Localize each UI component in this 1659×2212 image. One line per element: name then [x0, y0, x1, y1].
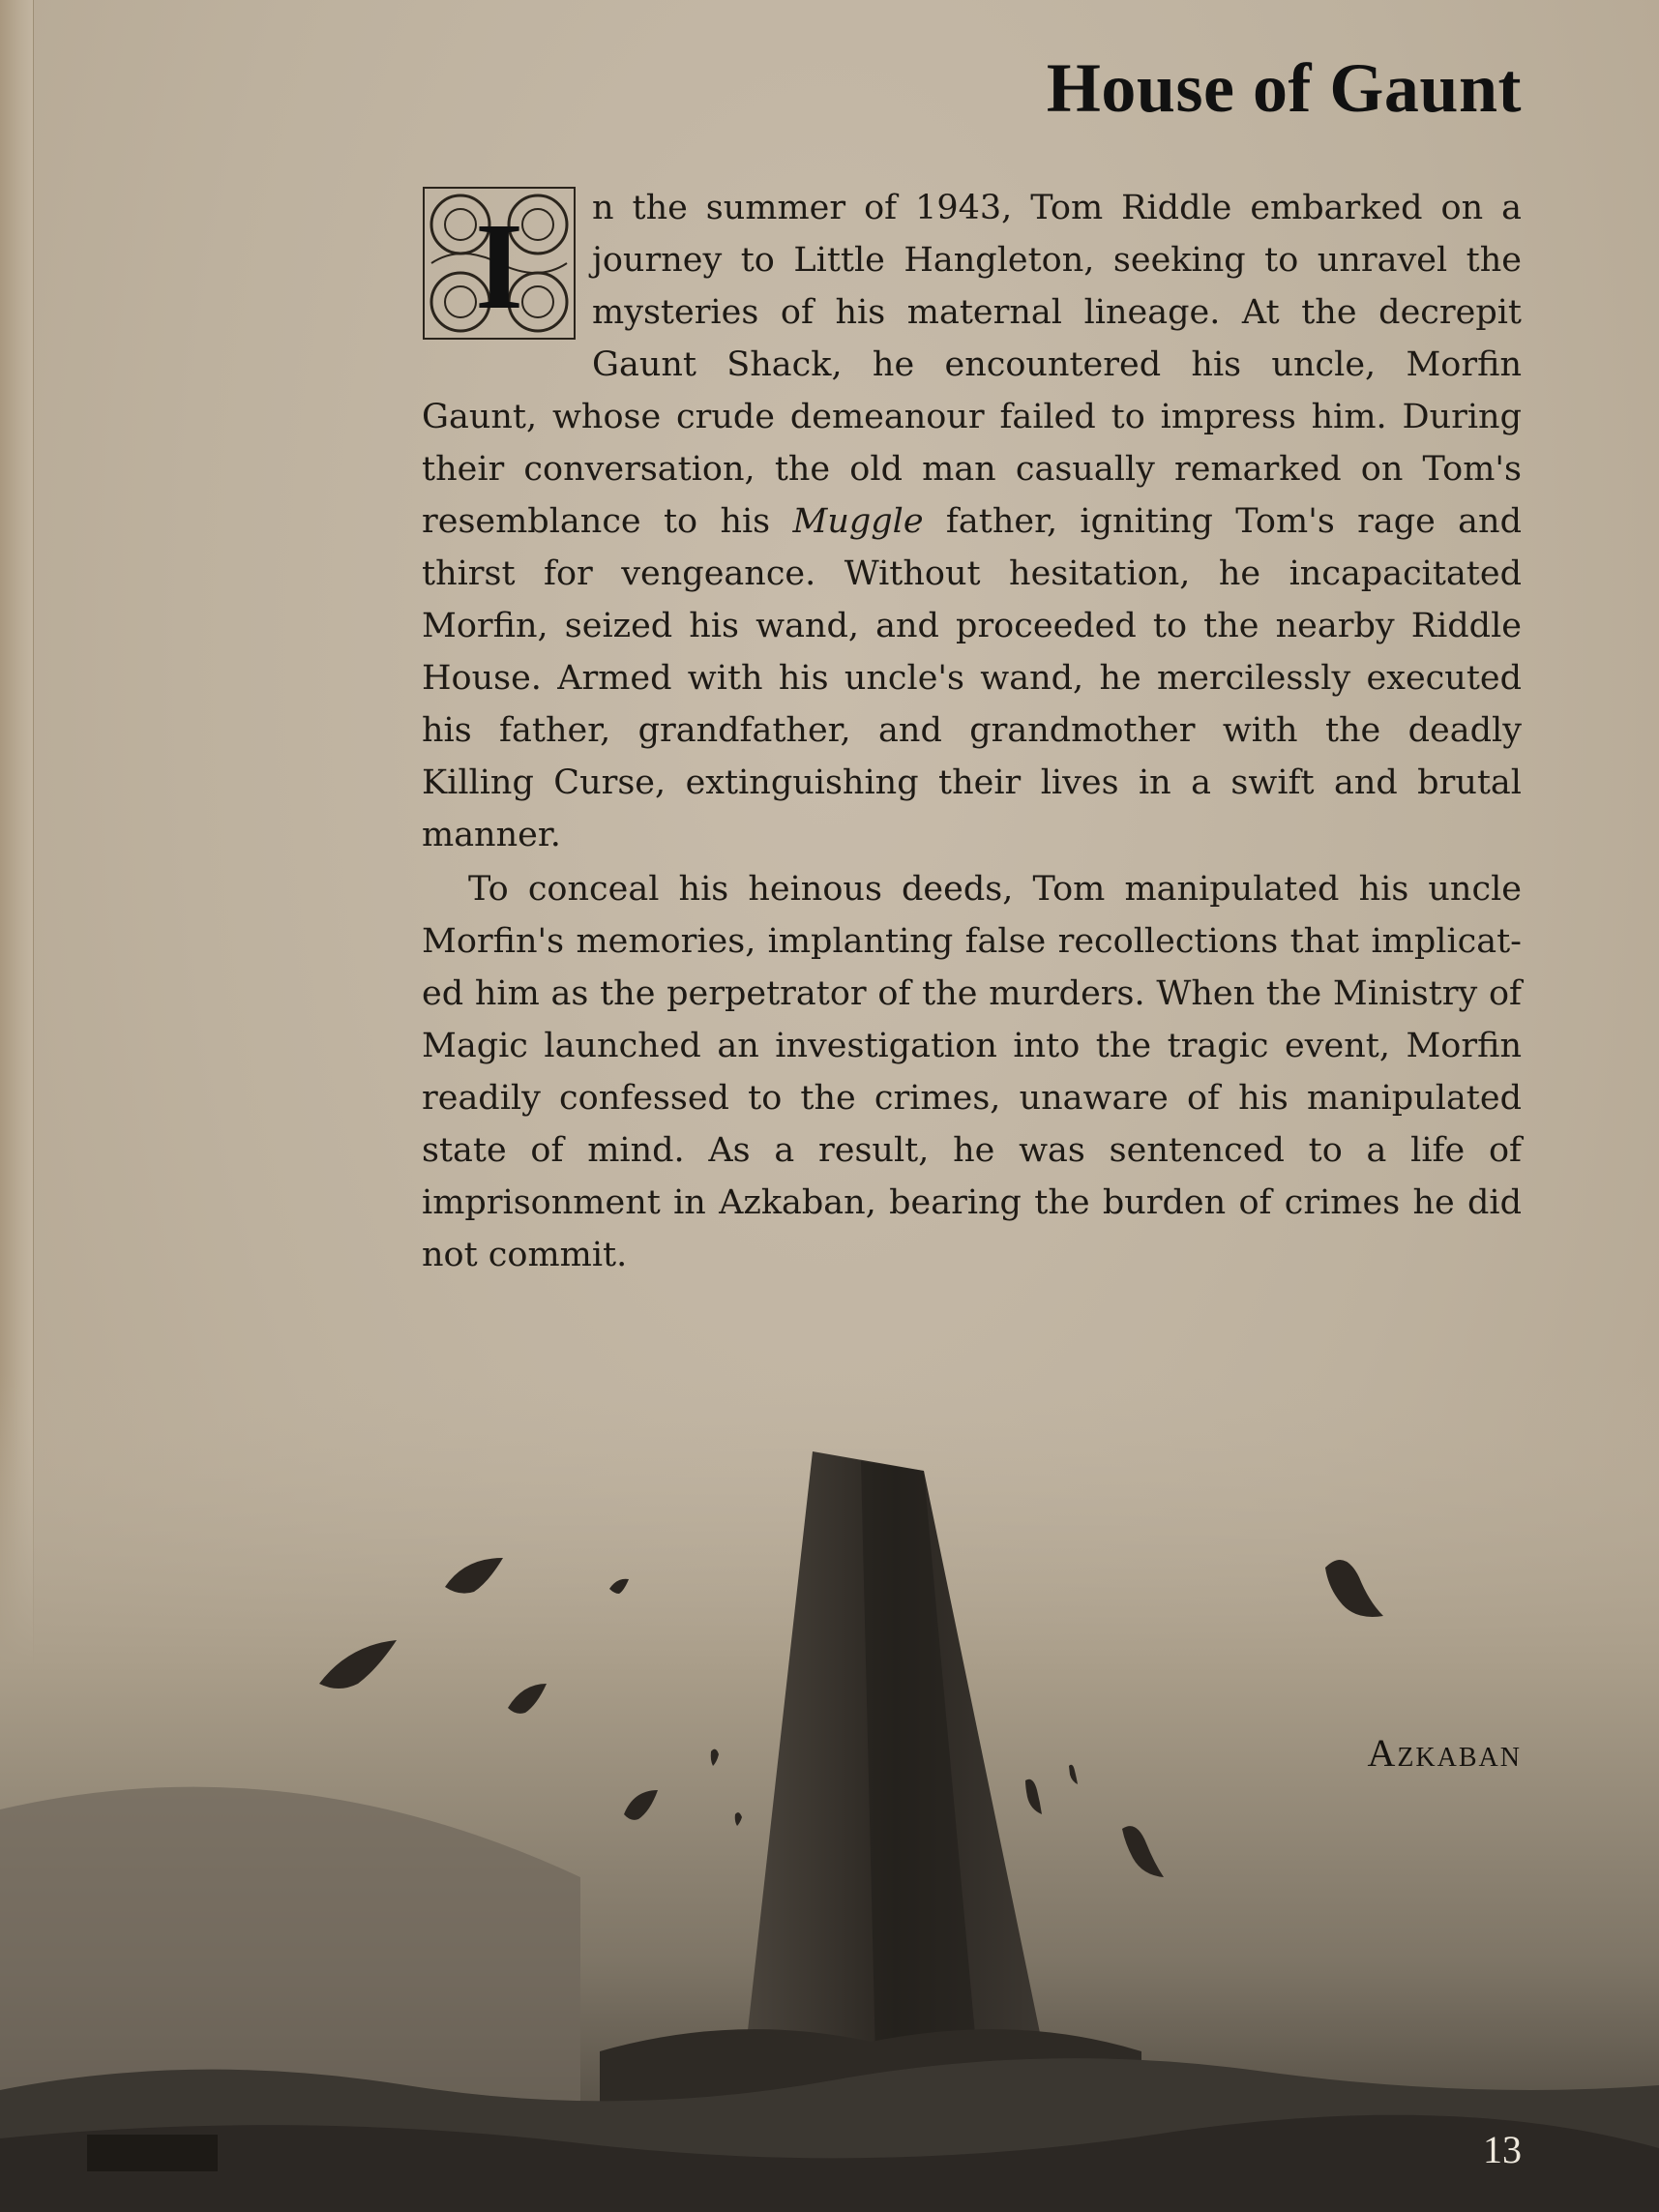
azkaban-illustration [0, 1374, 1659, 2212]
shore-rock [87, 2135, 218, 2171]
image-caption: Azkaban [1367, 1731, 1522, 1775]
decorated-dropcap-icon [422, 186, 577, 341]
paragraph-1-text-start: n the summer of 1943, Tom Riddle embarked on a journey to Little Hangleton, seeking to unravel the mysteries of his maternal lineage. At the decrepit Gaunt Shack, he encountered his uncle, Morfin Gaunt, whose crude demeanour failed to impress him. During their conversation, the old man casually remarked on Tom's resemblance to his [422, 189, 1522, 541]
page-number: 13 [1483, 2128, 1522, 2171]
paragraph-1-text-end: father, igniting Tom's rage and thirst for vengeance. Without hesitation, he incapacitated Morfin, seized his wand, and proceeded to the nearby Riddle House. Armed with his uncle's wand, he mercilessly executed his father, grandfather, and grandmother with the deadly Killing Curse, extinguishing their lives in a swift and brutal manner. [422, 502, 1522, 854]
svg-text:I: I [475, 197, 523, 335]
paragraph-2 [422, 863, 1522, 1281]
paragraph-1-italic: Muggle [792, 502, 924, 541]
paragraph-2-text: To conceal his heinous deeds, Tom manipulated his uncle Morfin's memories, implanting false recollections that implicated him as the perpetrator of the murders. When the Ministry of Magic launched an investigation into the tragic event, Morfin readily confessed to the crimes, unaware of his manipulated state of mind. As a result, he was sentenced to a life of imprisonment in Azkaban, bearing the burden of crimes he did not commit. [422, 870, 1522, 1274]
page-title: House of Gaunt [1046, 49, 1522, 127]
paragraph-1 [422, 182, 1522, 861]
